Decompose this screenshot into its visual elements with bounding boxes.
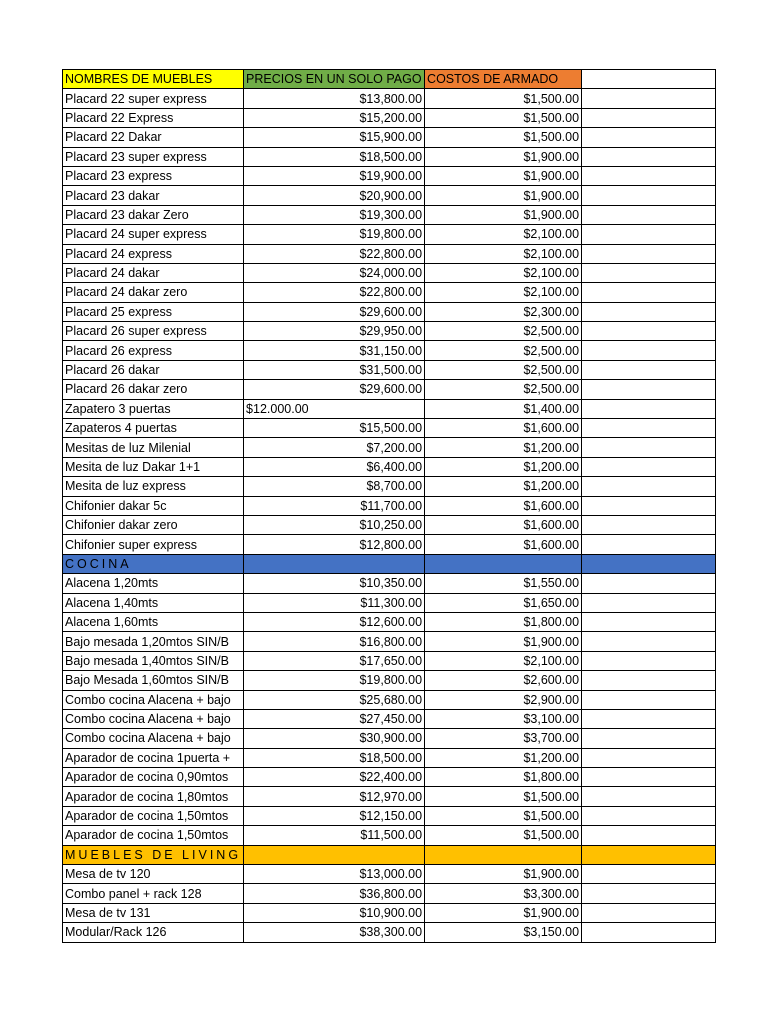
table-row [63,360,716,379]
price-sheet-table [62,69,716,943]
furniture-name-cell[interactable]: Placard 24 dakar [63,263,244,282]
empty-cell[interactable] [582,128,716,147]
table-row [63,380,716,399]
assembly-cost-cell[interactable]: $1,900.00 [425,166,582,185]
assembly-cost-cell[interactable]: $2,100.00 [425,244,582,263]
furniture-name-cell[interactable]: Placard 24 express [63,244,244,263]
table-row [63,884,716,903]
furniture-name-cell[interactable]: Placard 26 dakar zero [63,380,244,399]
empty-cell[interactable] [582,186,716,205]
assembly-cost-cell[interactable]: $2,600.00 [425,671,582,690]
assembly-cost-cell[interactable]: $1,500.00 [425,826,582,845]
furniture-name-cell[interactable]: Placard 26 express [63,341,244,360]
furniture-name-cell[interactable]: Mesa de tv 120 [63,865,244,884]
assembly-cost-cell[interactable]: $2,500.00 [425,360,582,379]
furniture-name-cell[interactable]: Mesita de luz express [63,477,244,496]
empty-cell[interactable] [582,244,716,263]
assembly-cost-cell[interactable]: $1,550.00 [425,574,582,593]
assembly-cost-cell[interactable]: $1,200.00 [425,457,582,476]
furniture-name-cell[interactable]: Combo cocina Alacena + bajo [63,690,244,709]
empty-cell[interactable] [582,399,716,418]
assembly-cost-cell[interactable]: $3,100.00 [425,709,582,728]
assembly-cost-cell[interactable]: $1,900.00 [425,205,582,224]
furniture-name-cell[interactable]: Placard 25 express [63,302,244,321]
assembly-cost-cell[interactable]: $3,150.00 [425,923,582,942]
assembly-cost-cell[interactable]: $3,700.00 [425,729,582,748]
price-cell[interactable]: $29,950.00 [244,322,425,341]
empty-cell[interactable] [582,787,716,806]
assembly-cost-cell[interactable]: $1,600.00 [425,419,582,438]
empty-cell[interactable] [582,419,716,438]
empty-cell[interactable] [582,903,716,922]
furniture-name-cell[interactable]: Alacena 1,60mts [63,612,244,631]
section-title[interactable]: MUEBLES DE LIVING [63,845,244,864]
table-row [63,128,716,147]
furniture-name-cell[interactable]: Zapateros 4 puertas [63,419,244,438]
section-row-muebles-de-living [63,845,716,864]
table-row [63,263,716,282]
price-cell[interactable]: $12,800.00 [244,535,425,554]
section-empty-cell[interactable] [244,845,425,864]
section-empty-cell[interactable] [582,554,716,573]
table-row [63,302,716,321]
furniture-name-cell[interactable]: Placard 24 super express [63,225,244,244]
price-cell[interactable]: $38,300.00 [244,923,425,942]
empty-cell[interactable] [582,457,716,476]
empty-cell[interactable] [582,748,716,767]
furniture-name-cell[interactable]: Placard 24 dakar zero [63,283,244,302]
table-row [63,205,716,224]
price-cell[interactable]: $25,680.00 [244,690,425,709]
section-empty-cell[interactable] [425,845,582,864]
table-row [63,748,716,767]
price-cell[interactable]: $19,300.00 [244,205,425,224]
price-cell[interactable]: $18,500.00 [244,147,425,166]
price-cell[interactable]: $11,300.00 [244,593,425,612]
price-cell[interactable]: $12,970.00 [244,787,425,806]
assembly-cost-cell[interactable]: $1,900.00 [425,186,582,205]
empty-cell[interactable] [582,147,716,166]
empty-cell[interactable] [582,768,716,787]
price-cell[interactable]: $10,900.00 [244,903,425,922]
assembly-cost-cell[interactable]: $2,300.00 [425,302,582,321]
header-cell-furniture-names[interactable]: NOMBRES DE MUEBLES [63,70,244,89]
furniture-name-cell[interactable]: Aparador de cocina 1,50mtos [63,806,244,825]
price-cell[interactable]: $11,700.00 [244,496,425,515]
assembly-cost-cell[interactable]: $2,500.00 [425,380,582,399]
assembly-cost-cell[interactable]: $1,500.00 [425,89,582,108]
price-cell[interactable]: $19,900.00 [244,166,425,185]
furniture-name-cell[interactable]: Placard 26 dakar [63,360,244,379]
empty-cell[interactable] [582,205,716,224]
furniture-name-cell[interactable]: Mesita de luz Dakar 1+1 [63,457,244,476]
price-cell[interactable]: $7,200.00 [244,438,425,457]
price-cell[interactable]: $11,500.00 [244,826,425,845]
price-cell[interactable]: $15,900.00 [244,128,425,147]
table-row [63,89,716,108]
assembly-cost-cell[interactable]: $2,500.00 [425,341,582,360]
furniture-name-cell[interactable]: Alacena 1,40mts [63,593,244,612]
empty-cell[interactable] [582,923,716,942]
empty-cell[interactable] [582,690,716,709]
assembly-cost-cell[interactable]: $1,600.00 [425,535,582,554]
furniture-name-cell[interactable]: Bajo mesada 1,40mtos SIN/B [63,651,244,670]
price-cell[interactable]: $27,450.00 [244,709,425,728]
table-row [63,671,716,690]
furniture-name-cell[interactable]: Placard 23 dakar [63,186,244,205]
price-cell[interactable]: $6,400.00 [244,457,425,476]
empty-cell[interactable] [582,302,716,321]
empty-cell[interactable] [582,515,716,534]
furniture-name-cell[interactable]: Combo panel + rack 128 [63,884,244,903]
empty-cell[interactable] [582,865,716,884]
assembly-cost-cell[interactable]: $1,800.00 [425,768,582,787]
table-row [63,244,716,263]
table-row [63,399,716,418]
price-cell[interactable]: $10,350.00 [244,574,425,593]
table-row [63,341,716,360]
table-row [63,923,716,942]
furniture-name-cell[interactable]: Placard 23 super express [63,147,244,166]
assembly-cost-cell[interactable]: $1,900.00 [425,865,582,884]
price-cell[interactable]: $24,000.00 [244,263,425,282]
assembly-cost-cell[interactable]: $1,500.00 [425,806,582,825]
empty-cell[interactable] [582,108,716,127]
table-row [63,225,716,244]
table-row [63,166,716,185]
table-row [63,477,716,496]
empty-cell[interactable] [582,477,716,496]
empty-cell[interactable] [582,535,716,554]
empty-cell[interactable] [582,496,716,515]
empty-cell[interactable] [582,166,716,185]
table-row [63,108,716,127]
furniture-name-cell[interactable]: Zapatero 3 puertas [63,399,244,418]
price-cell[interactable]: $29,600.00 [244,302,425,321]
price-cell[interactable]: $31,150.00 [244,341,425,360]
table-row [63,186,716,205]
furniture-name-cell[interactable]: Placard 22 super express [63,89,244,108]
furniture-name-cell[interactable]: Chifonier dakar zero [63,515,244,534]
assembly-cost-cell[interactable]: $1,500.00 [425,128,582,147]
empty-cell[interactable] [582,574,716,593]
furniture-name-cell[interactable]: Modular/Rack 126 [63,923,244,942]
price-cell[interactable]: $36,800.00 [244,884,425,903]
price-cell[interactable]: $22,800.00 [244,244,425,263]
empty-cell[interactable] [582,729,716,748]
assembly-cost-cell[interactable]: $2,100.00 [425,283,582,302]
table-row [63,535,716,554]
furniture-name-cell[interactable]: Placard 22 Express [63,108,244,127]
table-row [63,593,716,612]
assembly-cost-cell[interactable]: $2,100.00 [425,651,582,670]
table-row [63,147,716,166]
header-cell-single-payment-price[interactable]: PRECIOS EN UN SOLO PAGO [244,70,425,89]
price-cell[interactable]: $30,900.00 [244,729,425,748]
price-cell[interactable]: $10,250.00 [244,515,425,534]
empty-cell[interactable] [582,651,716,670]
empty-cell[interactable] [582,380,716,399]
table-row [63,865,716,884]
furniture-name-cell[interactable]: Combo cocina Alacena + bajo [63,709,244,728]
furniture-name-cell[interactable]: Placard 22 Dakar [63,128,244,147]
table-row [63,612,716,631]
table-row [63,651,716,670]
empty-cell[interactable] [582,89,716,108]
assembly-cost-cell[interactable]: $1,800.00 [425,612,582,631]
price-cell[interactable]: $22,400.00 [244,768,425,787]
price-cell[interactable]: $22,800.00 [244,283,425,302]
empty-cell[interactable] [582,341,716,360]
furniture-name-cell[interactable]: Bajo Mesada 1,60mtos SIN/B [63,671,244,690]
table-row [63,690,716,709]
furniture-name-cell[interactable]: Aparador de cocina 1puerta + [63,748,244,767]
empty-cell[interactable] [582,263,716,282]
header-row [63,70,716,89]
table-row [63,322,716,341]
table-row [63,419,716,438]
furniture-name-cell[interactable]: Bajo mesada 1,20mtos SIN/B [63,632,244,651]
assembly-cost-cell[interactable]: $1,600.00 [425,515,582,534]
table-row [63,457,716,476]
furniture-name-cell[interactable]: Placard 26 super express [63,322,244,341]
assembly-cost-cell[interactable]: $3,300.00 [425,884,582,903]
table-row [63,574,716,593]
price-cell[interactable]: $20,900.00 [244,186,425,205]
price-cell[interactable]: $31,500.00 [244,360,425,379]
empty-cell[interactable] [582,632,716,651]
price-cell[interactable]: $19,800.00 [244,225,425,244]
empty-cell[interactable] [582,884,716,903]
empty-cell[interactable] [582,593,716,612]
furniture-name-cell[interactable]: Aparador de cocina 0,90mtos [63,768,244,787]
price-cell[interactable]: $12,600.00 [244,612,425,631]
price-cell[interactable]: $29,600.00 [244,380,425,399]
price-cell[interactable]: $19,800.00 [244,671,425,690]
furniture-name-cell[interactable]: Aparador de cocina 1,50mtos [63,826,244,845]
table-row [63,438,716,457]
empty-cell[interactable] [582,225,716,244]
table-row [63,729,716,748]
table-row [63,709,716,728]
table-row [63,787,716,806]
furniture-name-cell[interactable]: Placard 23 express [63,166,244,185]
price-cell[interactable]: $12.000.00 [244,399,425,418]
assembly-cost-cell[interactable]: $1,900.00 [425,632,582,651]
price-cell[interactable]: $15,200.00 [244,108,425,127]
assembly-cost-cell[interactable]: $1,900.00 [425,147,582,166]
furniture-name-cell[interactable]: Alacena 1,20mts [63,574,244,593]
section-empty-cell[interactable] [425,554,582,573]
price-cell[interactable]: $13,800.00 [244,89,425,108]
empty-cell[interactable] [582,322,716,341]
assembly-cost-cell[interactable]: $2,100.00 [425,225,582,244]
furniture-name-cell[interactable]: Mesa de tv 131 [63,903,244,922]
assembly-cost-cell[interactable]: $1,200.00 [425,477,582,496]
assembly-cost-cell[interactable]: $1,500.00 [425,787,582,806]
table-row [63,903,716,922]
empty-cell[interactable] [582,612,716,631]
furniture-name-cell[interactable]: Chifonier dakar 5c [63,496,244,515]
table-row [63,768,716,787]
table-row [63,632,716,651]
assembly-cost-cell[interactable]: $1,900.00 [425,903,582,922]
assembly-cost-cell[interactable]: $2,500.00 [425,322,582,341]
furniture-name-cell[interactable]: Combo cocina Alacena + bajo [63,729,244,748]
section-title[interactable]: COCINA [63,554,244,573]
price-cell[interactable]: $15,500.00 [244,419,425,438]
section-row-cocina [63,554,716,573]
assembly-cost-cell[interactable]: $1,200.00 [425,748,582,767]
price-cell[interactable]: $18,500.00 [244,748,425,767]
header-cell-empty[interactable] [582,70,716,89]
section-empty-cell[interactable] [244,554,425,573]
furniture-name-cell[interactable]: Chifonier super express [63,535,244,554]
price-cell[interactable]: $13,000.00 [244,865,425,884]
assembly-cost-cell[interactable]: $1,500.00 [425,108,582,127]
assembly-cost-cell[interactable]: $1,600.00 [425,496,582,515]
table-row [63,826,716,845]
price-cell[interactable]: $8,700.00 [244,477,425,496]
empty-cell[interactable] [582,826,716,845]
furniture-name-cell[interactable]: Placard 23 dakar Zero [63,205,244,224]
price-cell[interactable]: $12,150.00 [244,806,425,825]
furniture-name-cell[interactable]: Aparador de cocina 1,80mtos [63,787,244,806]
assembly-cost-cell[interactable]: $2,900.00 [425,690,582,709]
table-row [63,515,716,534]
furniture-name-cell[interactable]: Mesitas de luz Milenial [63,438,244,457]
table-row [63,283,716,302]
price-cell[interactable]: $16,800.00 [244,632,425,651]
empty-cell[interactable] [582,360,716,379]
empty-cell[interactable] [582,806,716,825]
assembly-cost-cell[interactable]: $1,200.00 [425,438,582,457]
sheet-body [63,89,716,942]
assembly-cost-cell[interactable]: $1,650.00 [425,593,582,612]
table-row [63,806,716,825]
empty-cell[interactable] [582,438,716,457]
section-empty-cell[interactable] [582,845,716,864]
price-cell[interactable]: $17,650.00 [244,651,425,670]
assembly-cost-cell[interactable]: $1,400.00 [425,399,582,418]
header-cell-assembly-cost[interactable]: COSTOS DE ARMADO [425,70,582,89]
table-row [63,496,716,515]
assembly-cost-cell[interactable]: $2,100.00 [425,263,582,282]
empty-cell[interactable] [582,671,716,690]
empty-cell[interactable] [582,709,716,728]
empty-cell[interactable] [582,283,716,302]
